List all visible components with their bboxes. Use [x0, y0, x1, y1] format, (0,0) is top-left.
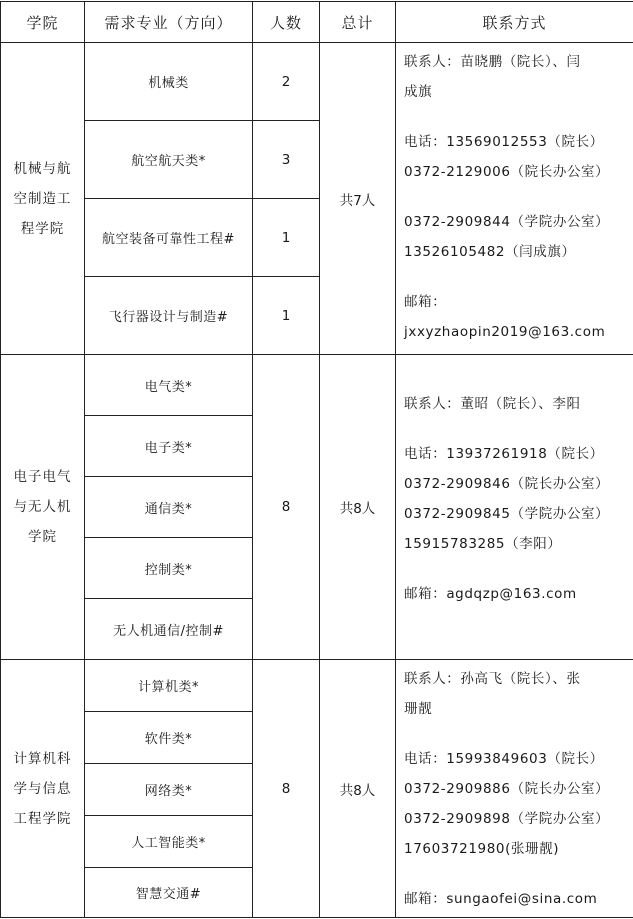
college-total: 共7人: [320, 43, 396, 355]
major-name: 无人机通信/控制#: [85, 599, 253, 660]
contact-phone: 电话：13937261918（院长）: [404, 439, 625, 469]
contact-phone: 0372-2129006（院长办公室）: [404, 157, 625, 187]
header-major: 需求专业（方向）: [85, 2, 253, 43]
college-name-line: 程学院: [7, 214, 78, 244]
spacer: [404, 724, 625, 744]
spacer: [404, 864, 625, 884]
contact-email: jxxyzhaopin2019@163.com: [404, 317, 625, 347]
college-count: 8: [253, 355, 320, 660]
spacer: [404, 419, 625, 439]
contact-email-address: sungaofei@sina.com: [446, 891, 597, 907]
header-count: 人数: [253, 2, 320, 43]
major-name: 航空装备可靠性工程#: [85, 199, 253, 277]
college-name: [1, 355, 85, 660]
major-count: 1: [253, 199, 320, 277]
table-row: [1, 355, 633, 416]
contact-info: [396, 355, 633, 660]
contact-phone: 0372-2909844（学院办公室）: [404, 207, 625, 237]
contact-phone: 0372-2909886（院长办公室）: [404, 774, 625, 804]
contact-email: [404, 579, 625, 609]
major-name: 软件类*: [85, 712, 253, 764]
table-row: [1, 660, 633, 712]
major-name: 人工智能类*: [85, 816, 253, 868]
contact-phone: 15915783285（李阳）: [404, 529, 625, 559]
header-contact: 联系方式: [396, 2, 633, 43]
contact-person-line: 珊靓: [404, 694, 625, 724]
college-name-line: 学与信息: [7, 774, 78, 804]
contact-person-line: 联系人：董昭（院长）、李阳: [404, 389, 625, 419]
header-total: 总计: [320, 2, 396, 43]
major-name: 航空航天类*: [85, 121, 253, 199]
contact-email-label: 邮箱：: [404, 586, 446, 602]
contact-phone: 17603721980(张珊靓): [404, 834, 625, 864]
header-college: 学院: [1, 2, 85, 43]
contact-email-address: agdqzp@163.com: [446, 586, 576, 602]
college-name-line: 工程学院: [7, 804, 78, 834]
major-count: 1: [253, 277, 320, 355]
college-name-line: 计算机科: [7, 744, 78, 774]
recruitment-table: [0, 1, 633, 918]
college-name: [1, 660, 85, 918]
contact-phone: 电话：13569012553（院长）: [404, 127, 625, 157]
spacer: [404, 187, 625, 207]
major-name: 计算机类*: [85, 660, 253, 712]
contact-phone: 0372-2909898（学院办公室）: [404, 804, 625, 834]
contact-phone: 电话：15993849603（院长）: [404, 744, 625, 774]
college-count: 8: [253, 660, 320, 918]
college-total: 共8人: [320, 660, 396, 918]
contact-email-label: 邮箱：: [404, 891, 446, 907]
major-name: 智慧交通#: [85, 868, 253, 918]
college-name-line: 学院: [7, 522, 78, 552]
major-name: 控制类*: [85, 538, 253, 599]
major-name: 电子类*: [85, 416, 253, 477]
contact-email: [404, 884, 625, 914]
contact-phone: 0372-2909846（院长办公室）: [404, 469, 625, 499]
header-row: [1, 2, 633, 43]
table-row: [1, 43, 633, 121]
college-name-line: 机械与航: [7, 154, 78, 184]
major-name: 通信类*: [85, 477, 253, 538]
spacer: [404, 267, 625, 287]
contact-email-label: 邮箱：: [404, 287, 625, 317]
college-total: 共8人: [320, 355, 396, 660]
contact-person-line: 成旗: [404, 77, 625, 107]
contact-info: [396, 660, 633, 918]
major-name: 飞行器设计与制造#: [85, 277, 253, 355]
college-name-line: 与无人机: [7, 492, 78, 522]
college-name: [1, 43, 85, 355]
contact-person-line: 联系人：孙高飞（院长）、张: [404, 664, 625, 694]
college-name-line: 电子电气: [7, 462, 78, 492]
contact-person-line: 联系人：苗晓鹏（院长）、闫: [404, 47, 625, 77]
contact-info: [396, 43, 633, 355]
college-name-line: 空制造工: [7, 184, 78, 214]
contact-phone: 13526105482（闫成旗）: [404, 237, 625, 267]
major-name: 机械类: [85, 43, 253, 121]
major-count: 3: [253, 121, 320, 199]
major-count: 2: [253, 43, 320, 121]
spacer: [404, 107, 625, 127]
major-name: 网络类*: [85, 764, 253, 816]
contact-phone: 0372-2909845（学院办公室）: [404, 499, 625, 529]
spacer: [404, 559, 625, 579]
major-name: 电气类*: [85, 355, 253, 416]
